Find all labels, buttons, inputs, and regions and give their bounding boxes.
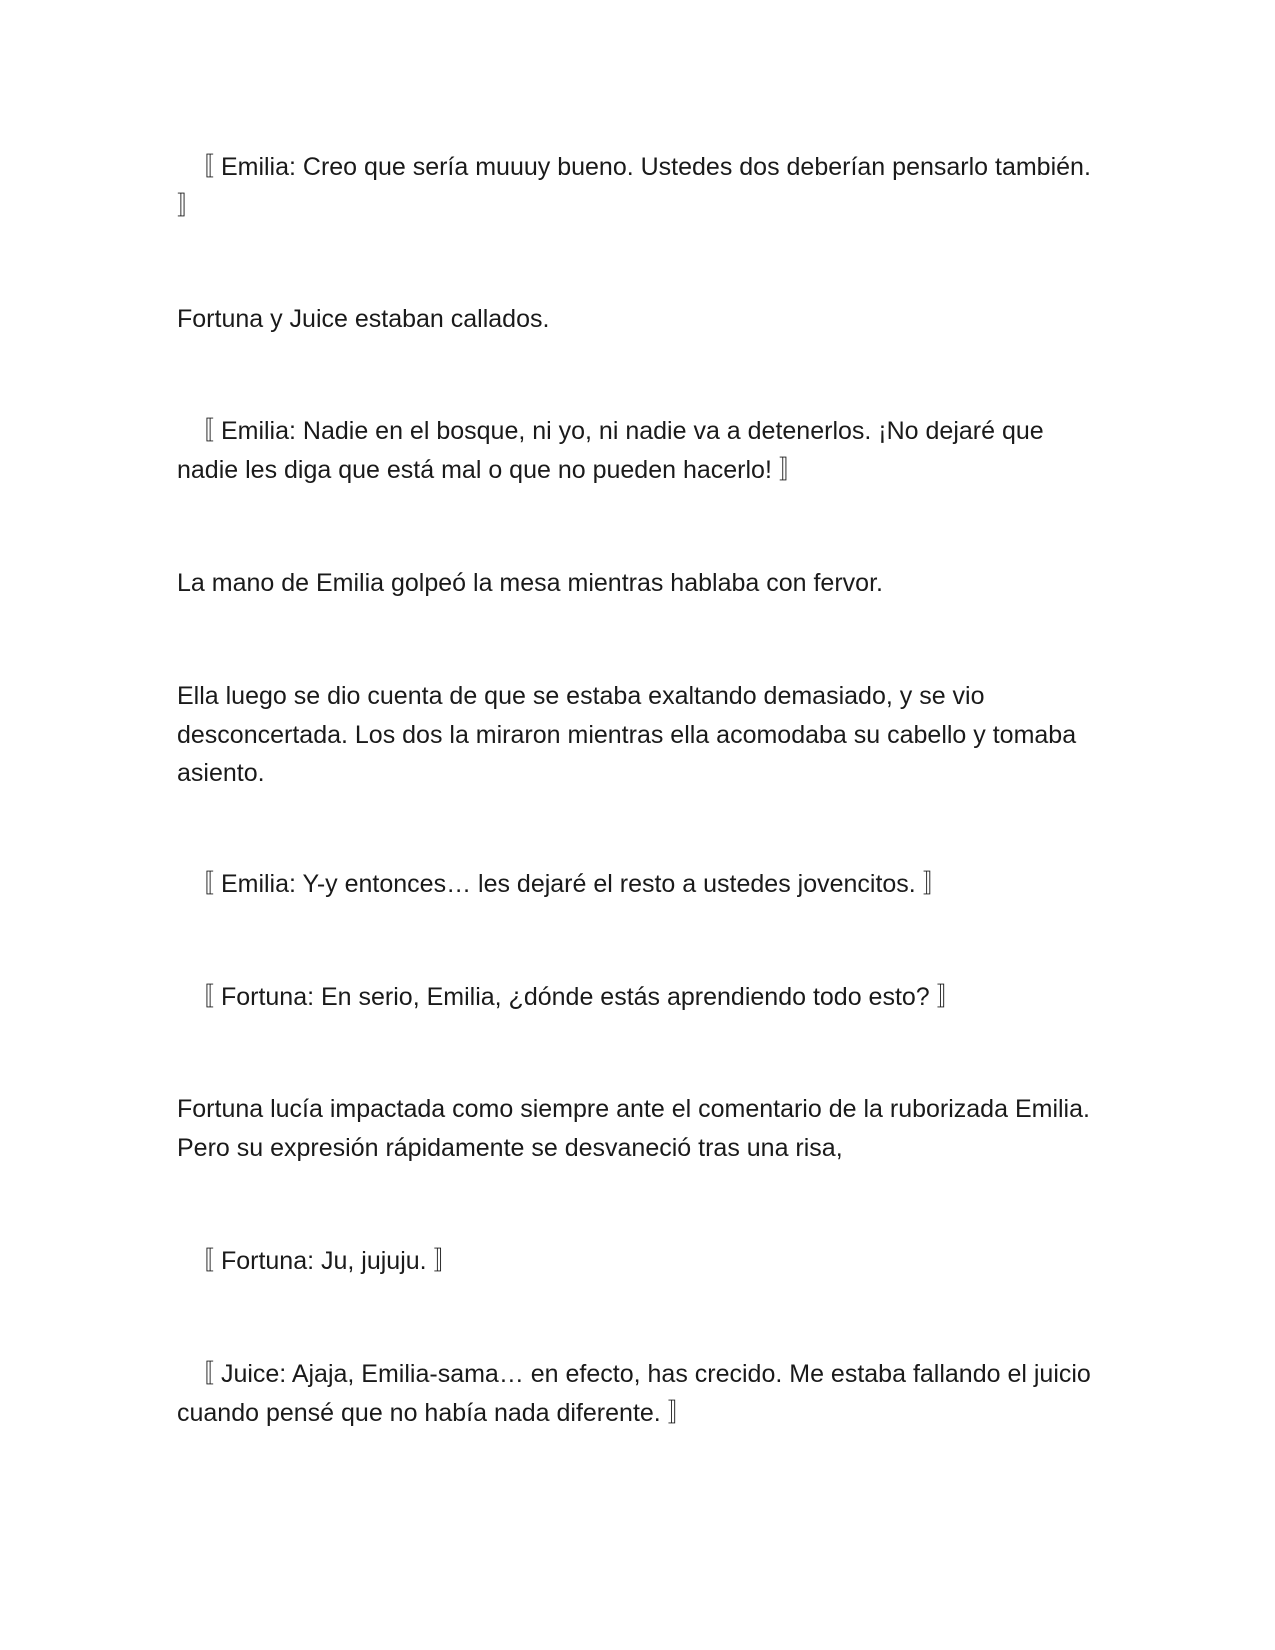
dialogue-paragraph: 〚 Emilia: Nadie en el bosque, ni yo, ni nadie va a detenerlos. ¡No dejaré que nadie les diga que está mal o que no pueden hacerlo! 〛 (177, 417, 1044, 484)
dialogue-paragraph: 〚 Juice: Ajaja, Emilia-sama… en efecto, has crecido. Me estaba fallando el juicio cuando pensé que no había nada diferente. 〛 (177, 1360, 1091, 1427)
dialogue-paragraph: 〚 Fortuna: Ju, jujuju. 〛 (189, 1247, 459, 1275)
dialogue-paragraph: 〚 Emilia: Creo que sería muuuy bueno. Ustedes dos deberían pensarlo también. 〛 (177, 153, 1091, 220)
narration-paragraph: Fortuna lucía impactada como siempre ante el comentario de la ruborizada Emilia. Pero su expresión rápidamente se desvaneció tras una risa, (177, 1095, 1090, 1162)
dialogue-paragraph: 〚 Emilia: Y-y entonces… les dejaré el resto a ustedes jovencitos. 〛 (189, 870, 948, 898)
narration-paragraph: Fortuna y Juice estaban callados. (177, 305, 550, 333)
narration-paragraph: Ella luego se dio cuenta de que se estaba exaltando demasiado, y se vio desconcertada. Los dos la miraron mientras ella acomodaba su cabello y tomaba asiento. (177, 682, 1077, 787)
dialogue-paragraph: 〚 Fortuna: En serio, Emilia, ¿dónde estás aprendiendo todo esto? 〛 (189, 983, 962, 1011)
narration-paragraph: La mano de Emilia golpeó la mesa mientras hablaba con fervor. (177, 569, 883, 597)
